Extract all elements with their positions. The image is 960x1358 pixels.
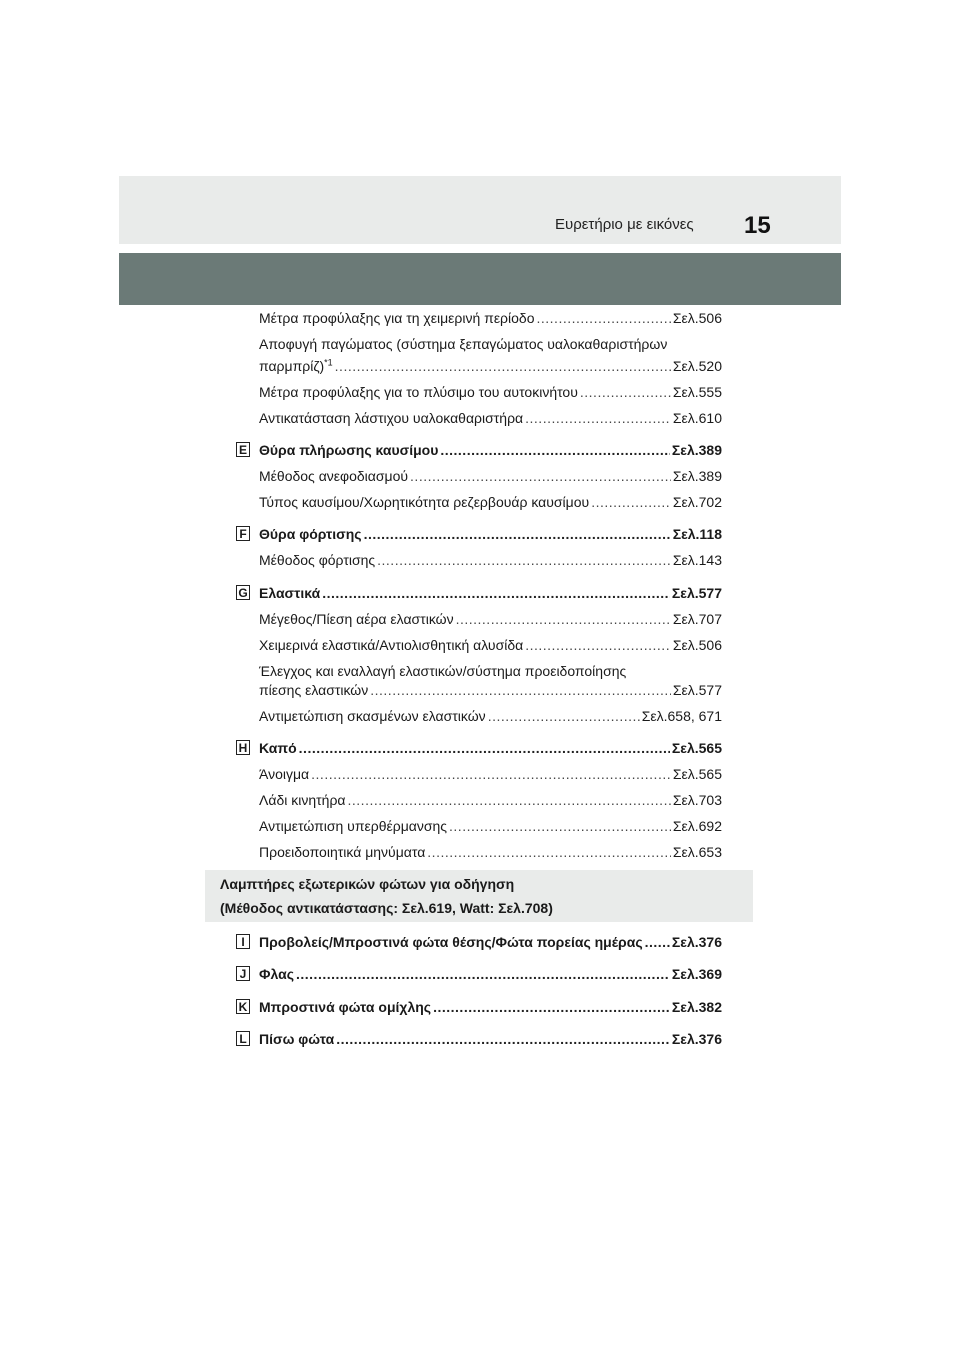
page-ref: Σελ.658, 671 [641,708,722,724]
page-ref: Σελ.143 [672,552,722,568]
index-heading-hood[interactable]: Καπό ..... Σελ.565 [259,740,722,758]
index-entry-line: Έλεγχος και εναλλαγή ελαστικών/σύστημα προειδοποίησης [259,663,627,679]
index-entry[interactable]: Αντιμετώπιση σκασμένων ελαστικών ..... Σελ.658, 671 [259,708,722,726]
page-ref: Σελ.369 [671,966,722,982]
page-ref: Σελ.577 [672,682,722,698]
header-title: Ευρετήριο με εικόνες [555,216,694,233]
page-ref: Σελ.555 [672,384,722,400]
bulbs-section-note: (Μέθοδος αντικατάστασης: Σελ.619, Watt: Σελ.708) [220,900,553,916]
index-entry[interactable]: Μέθοδος φόρτισης ..... Σελ.143 [259,552,722,570]
index-heading-fuel-door[interactable]: Θύρα πλήρωσης καυσίμου ..... Σελ.389 [259,442,722,460]
page-ref: Σελ.610 [672,410,722,426]
index-entry[interactable]: παρμπρίζ)$^{*1}$ ..... Σελ.520 [259,358,722,376]
index-entry[interactable]: Άνοιγμα ..... Σελ.565 [259,766,722,784]
page-ref: Σελ.506 [672,310,722,326]
page-ref: Σελ.376 [671,1031,722,1047]
page-number: 15 [744,212,771,239]
index-entry[interactable]: Μέθοδος ανεφοδιασμού ..... Σελ.389 [259,468,722,486]
callout-letter-l: L [236,1031,250,1046]
bulbs-section-title: Λαμπτήρες εξωτερικών φώτων για οδήγηση [220,876,515,892]
page-ref: Σελ.506 [672,637,722,653]
index-entry[interactable]: Αντικατάσταση λάστιχου υαλοκαθαριστήρα ..... Σελ.610 [259,410,722,428]
index-heading-headlights[interactable]: Προβολείς/Μπροστινά φώτα θέσης/Φώτα πορείας ημέρας ..... Σελ.376 [259,934,722,952]
index-heading-rear-lights[interactable]: Πίσω φώτα ..... Σελ.376 [259,1031,722,1049]
page-ref: Σελ.382 [671,999,722,1015]
callout-letter-e: E [236,442,250,457]
index-entry[interactable]: Μέτρα προφύλαξης για το πλύσιμο του αυτοκινήτου ..... Σελ.555 [259,384,722,402]
index-heading-tires[interactable]: Ελαστικά ..... Σελ.577 [259,585,722,603]
index-heading-turn-signals[interactable]: Φλας ..... Σελ.369 [259,966,722,984]
index-entry[interactable]: Λάδι κινητήρα ..... Σελ.703 [259,792,722,810]
index-entry[interactable]: Μέτρα προφύλαξης για τη χειμερινή περίοδο ..... Σελ.506 [259,310,722,328]
footnote-mark: *1 [324,357,333,368]
index-entry[interactable]: Μέγεθος/Πίεση αέρα ελαστικών ..... Σελ.707 [259,611,722,629]
index-entry[interactable]: πίεσης ελαστικών ..... Σελ.577 [259,682,722,700]
callout-letter-g: G [236,585,250,600]
callout-letter-k: K [236,999,250,1014]
callout-letter-h: H [236,740,250,755]
page-ref: Σελ.376 [671,934,722,950]
page-ref: Σελ.703 [672,792,722,808]
index-entry[interactable]: Αντιμετώπιση υπερθέρμανσης ..... Σελ.692 [259,818,722,836]
index-heading-charging-door[interactable]: Θύρα φόρτισης ..... Σελ.118 [259,526,722,544]
index-entry[interactable]: Τύπος καυσίμου/Χωρητικότητα ρεζερβουάρ καυσίμου ..... Σελ.702 [259,494,722,512]
page-ref: Σελ.702 [672,494,722,510]
index-heading-fog-lights[interactable]: Μπροστινά φώτα ομίχλης ..... Σελ.382 [259,999,722,1017]
page-ref: Σελ.653 [672,844,722,860]
page-ref: Σελ.692 [672,818,722,834]
index-entry[interactable]: Χειμερινά ελαστικά/Αντιολισθητική αλυσίδα ..... Σελ.506 [259,637,722,655]
page-ref: Σελ.389 [672,468,722,484]
page-ref: Σελ.389 [671,442,722,458]
page-ref: Σελ.118 [672,526,722,542]
page-ref: Σελ.565 [672,766,722,782]
page-ref: Σελ.577 [671,585,722,601]
page-ref: Σελ.520 [672,358,722,374]
index-entry-line: Αποφυγή παγώματος (σύστημα ξεπαγώματος υαλοκαθαριστήρων [259,336,668,352]
callout-letter-f: F [236,526,250,541]
callout-letter-i: I [236,934,250,949]
page-ref: Σελ.707 [672,611,722,627]
page-ref: Σελ.565 [671,740,722,756]
index-entry[interactable]: Προειδοποιητικά μηνύματα ..... Σελ.653 [259,844,722,862]
callout-letter-j: J [236,966,250,981]
